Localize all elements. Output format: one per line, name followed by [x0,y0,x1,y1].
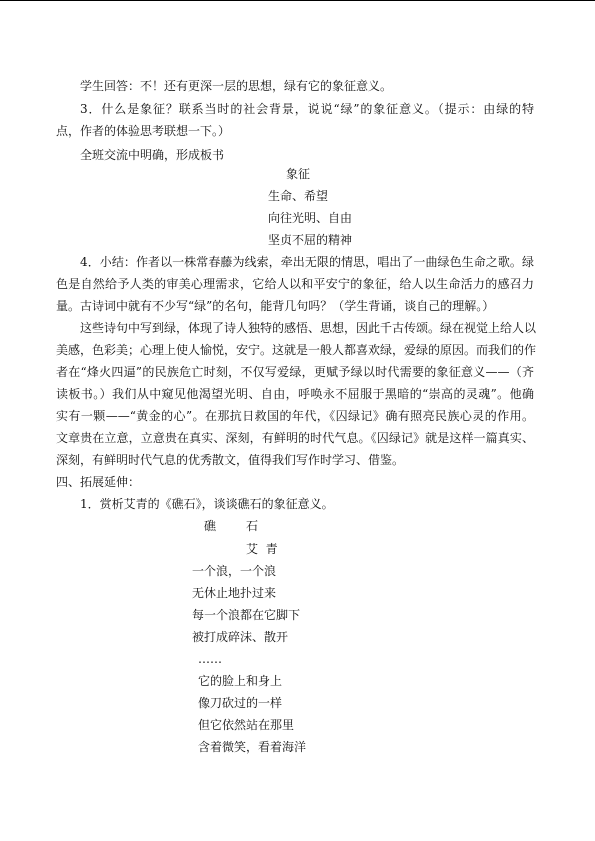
summary-line-2: 色是自然给予人类的审美心理需求，它给人以和平安宁的象征，给人以生命活力的感召力 [56,277,534,291]
board-item-unyielding-spirit: 坚贞不屈的精神 [268,233,353,247]
poem-line-1: 一个浪，一个浪 [192,564,277,578]
board-item-light-freedom: 向往光明、自由 [268,211,353,225]
question-3-line-2: 点，作者的体验思考联想一下。） [56,124,231,138]
poem-line-4: 被打成碎沫、散开 [192,630,289,644]
class-exchange-line: 全班交流中明确，形成板书 [80,148,225,162]
poem-ellipsis: …… [198,652,222,666]
paragraph-line-2: 美感，色彩美；心理上使人愉悦，安宁。这就是一般人都喜欢绿，爱绿的原因。而我们的作 [56,343,537,357]
summary-line-3: 量。古诗词中就有不少写“绿”的名句，能背几句吗？（学生背诵，谈自己的理解。） [56,299,495,313]
paragraph-line-3: 者在“烽火四逼”的民族危亡时刻，不仅写爱绿，更赋予绿以时代需要的象征意义——（齐 [56,365,534,379]
poem-line-5: 它的脸上和身上 [198,674,283,688]
poem-author: 艾 青 [246,542,278,556]
question-3-line-1: 3．什么是象征？联系当时的社会背景，说说“绿”的象征意义。（提示：由绿的特 [80,102,534,116]
paragraph-line-1: 这些诗句中写到绿，体现了诗人独特的感悟、思想，因此千古传颂。绿在视觉上给人以 [80,321,537,335]
paragraph-line-7: 深刻，有鲜明时代气息的优秀散文，值得我们写作时学习、借鉴。 [56,453,405,467]
poem-line-6: 像刀砍过的一样 [198,696,283,710]
poem-title-char-1: 礁 [204,519,217,533]
board-item-life-hope: 生命、希望 [268,189,329,203]
paragraph-line-5: 实有一颗——“黄金的心”。在那抗日救国的年代，《囚绿记》确有照亮民族心灵的作用。 [56,409,534,423]
poem-line-8: 含着微笑，看着海洋 [198,740,307,754]
page-top-border [0,0,595,1]
section-4-heading: 四、拓展延伸： [56,475,141,489]
board-title: 象征 [286,167,311,181]
poem-title-char-2: 石 [246,519,259,533]
summary-line-1: 4．小结：作者以一株常春藤为线索，牵出无限的情思，唱出了一曲绿色生命之歌。绿 [80,255,534,269]
poem-line-3: 每一个浪都在它脚下 [192,608,301,622]
poem-line-2: 无休止地扑过来 [192,586,277,600]
student-answer-line: 学生回答：不！还有更深一层的思想，绿有它的象征意义。 [80,79,393,93]
paragraph-line-4: 读板书。）我们从中窥见他渴望光明、自由，呼唤永不屈服于黑暗的“崇高的灵魂”。他确 [56,387,534,401]
paragraph-line-6: 文章贵在立意，立意贵在真实、深刻，有鲜明的时代气息。《囚绿记》就是这样一篇真实、 [56,431,534,445]
extension-item-1: 1．赏析艾青的《礁石》，谈谈礁石的象征意义。 [80,497,334,511]
poem-line-7: 但它依然站在那里 [198,718,295,732]
